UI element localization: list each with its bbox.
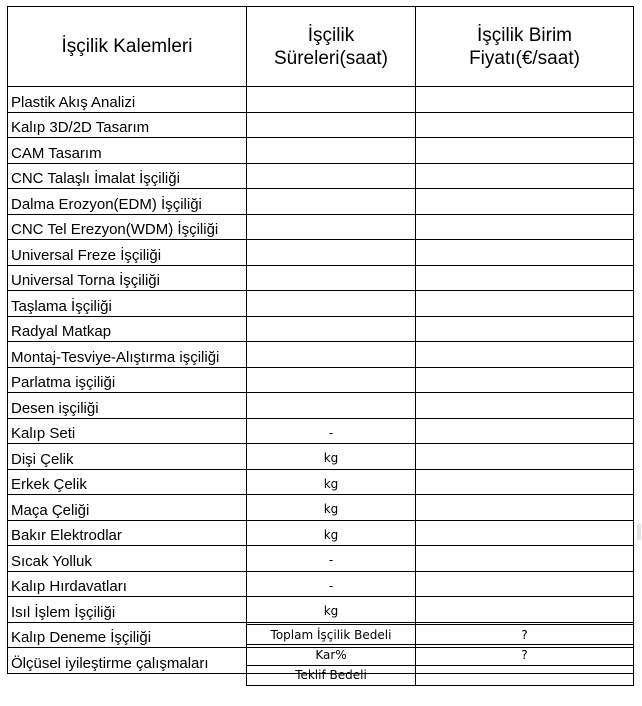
table-row <box>8 444 634 470</box>
table-row <box>8 138 634 164</box>
labor-duration-cell[interactable] <box>247 265 416 291</box>
labor-item-cell[interactable]: CNC Tel Erezyon(WDM) İşçiliği <box>8 214 247 240</box>
table-row <box>8 214 634 240</box>
unit-price-cell[interactable] <box>416 520 634 546</box>
unit-price-cell[interactable] <box>416 138 634 164</box>
labor-item-cell[interactable]: Plastik Akış Analizi <box>8 87 247 113</box>
scrollbar-fragment <box>637 524 641 540</box>
unit-price-cell[interactable] <box>416 214 634 240</box>
labor-item-cell[interactable]: Kalıp Deneme İşçiliği <box>8 622 247 648</box>
unit-price-cell[interactable] <box>416 316 634 342</box>
labor-duration-cell[interactable] <box>247 163 416 189</box>
labor-item-cell[interactable]: Taşlama İşçiliği <box>8 291 247 317</box>
table-row <box>8 189 634 215</box>
header-labor-duration <box>247 7 416 87</box>
table-row <box>8 393 634 419</box>
labor-item-cell[interactable]: Kalıp 3D/2D Tasarım <box>8 112 247 138</box>
labor-item-cell[interactable]: Parlatma işçiliği <box>8 367 247 393</box>
unit-price-cell[interactable] <box>416 112 634 138</box>
summary-label-cell: Toplam İşçilik Bedeli <box>247 625 416 645</box>
labor-duration-cell[interactable] <box>247 189 416 215</box>
table-row <box>8 469 634 495</box>
labor-duration-cell[interactable] <box>247 112 416 138</box>
table-row <box>8 163 634 189</box>
unit-price-cell[interactable] <box>416 189 634 215</box>
labor-duration-cell[interactable] <box>247 342 416 368</box>
header-unit-price-line1: İşçilik Birim <box>477 24 572 46</box>
unit-price-cell[interactable] <box>416 418 634 444</box>
summary-body <box>247 625 634 686</box>
summary-value-cell[interactable] <box>416 665 634 685</box>
labor-duration-cell[interactable] <box>247 240 416 266</box>
summary-value-cell[interactable]: ? <box>416 645 634 665</box>
labor-duration-cell[interactable] <box>247 87 416 113</box>
table-row <box>8 495 634 521</box>
unit-price-cell[interactable] <box>416 240 634 266</box>
unit-price-cell[interactable] <box>416 546 634 572</box>
table-row <box>8 546 634 572</box>
summary-label-cell: Kar% <box>247 645 416 665</box>
header-unit-price-line2: Fiyatı(€/saat) <box>469 47 580 69</box>
labor-item-cell[interactable]: Universal Freze İşçiliği <box>8 240 247 266</box>
header-row <box>8 7 634 87</box>
unit-price-cell[interactable] <box>416 597 634 623</box>
table-row <box>8 597 634 623</box>
unit-price-cell[interactable] <box>416 87 634 113</box>
labor-duration-cell[interactable]: - <box>247 571 416 597</box>
labor-duration-cell[interactable]: kg <box>247 597 416 623</box>
labor-duration-cell[interactable] <box>247 214 416 240</box>
table-row <box>8 571 634 597</box>
labor-item-cell[interactable]: Isıl İşlem İşçiliği <box>8 597 247 623</box>
labor-item-cell[interactable]: Universal Torna İşçiliği <box>8 265 247 291</box>
header-labor-duration-line1: İşçilik <box>307 24 355 46</box>
labor-duration-cell[interactable]: kg <box>247 520 416 546</box>
labor-item-cell[interactable]: Maça Çeliği <box>8 495 247 521</box>
labor-duration-cell[interactable] <box>247 316 416 342</box>
header-labor-duration-line2: Süreleri(saat) <box>273 47 389 69</box>
table-row <box>8 240 634 266</box>
labor-duration-cell[interactable]: kg <box>247 469 416 495</box>
labor-item-cell[interactable]: Dişi Çelik <box>8 444 247 470</box>
table-row <box>8 112 634 138</box>
table-row <box>8 367 634 393</box>
summary-table <box>246 624 634 686</box>
unit-price-cell[interactable] <box>416 444 634 470</box>
labor-item-cell[interactable]: Dalma Erozyon(EDM) İşçiliği <box>8 189 247 215</box>
table-row <box>8 87 634 113</box>
unit-price-cell[interactable] <box>416 342 634 368</box>
labor-duration-cell[interactable] <box>247 291 416 317</box>
labor-item-cell[interactable]: Montaj-Tesviye-Alıştırma işçiliği <box>8 342 247 368</box>
labor-items-body <box>8 87 634 674</box>
summary-row <box>247 665 634 685</box>
summary-row <box>247 625 634 645</box>
unit-price-cell[interactable] <box>416 291 634 317</box>
unit-price-cell[interactable] <box>416 469 634 495</box>
header-unit-price <box>416 7 634 87</box>
labor-duration-cell[interactable]: kg <box>247 444 416 470</box>
labor-item-cell[interactable]: Bakır Elektrodlar <box>8 520 247 546</box>
unit-price-cell[interactable] <box>416 265 634 291</box>
unit-price-cell[interactable] <box>416 393 634 419</box>
header-labor-items-line: İşçilik Kalemleri <box>61 36 193 57</box>
labor-duration-cell[interactable]: kg <box>247 495 416 521</box>
labor-item-cell[interactable]: Ölçüsel iyileştirme çalışmaları <box>8 648 247 674</box>
unit-price-cell[interactable] <box>416 163 634 189</box>
table-row <box>8 291 634 317</box>
table-row <box>8 342 634 368</box>
labor-item-cell[interactable]: CNC Talaşlı İmalat İşçiliği <box>8 163 247 189</box>
labor-duration-cell[interactable] <box>247 393 416 419</box>
unit-price-cell[interactable] <box>416 495 634 521</box>
labor-item-cell[interactable]: Sıcak Yolluk <box>8 546 247 572</box>
labor-cost-table <box>7 6 634 674</box>
labor-item-cell[interactable]: Desen işçiliği <box>8 393 247 419</box>
labor-item-cell[interactable]: Erkek Çelik <box>8 469 247 495</box>
labor-duration-cell[interactable] <box>247 367 416 393</box>
summary-row <box>247 645 634 665</box>
unit-price-cell[interactable] <box>416 571 634 597</box>
header-labor-items <box>8 7 247 87</box>
summary-value-cell[interactable]: ? <box>416 625 634 645</box>
summary-label-cell: Teklif Bedeli <box>247 665 416 685</box>
labor-duration-cell[interactable] <box>247 138 416 164</box>
labor-duration-cell[interactable]: - <box>247 546 416 572</box>
table-row <box>8 265 634 291</box>
labor-item-cell[interactable]: Kalıp Seti <box>8 418 247 444</box>
labor-item-cell[interactable]: Radyal Matkap <box>8 316 247 342</box>
table-row <box>8 418 634 444</box>
table-row <box>8 520 634 546</box>
labor-item-cell[interactable]: Kalıp Hırdavatları <box>8 571 247 597</box>
labor-duration-cell[interactable]: - <box>247 418 416 444</box>
labor-item-cell[interactable]: CAM Tasarım <box>8 138 247 164</box>
table-row <box>8 316 634 342</box>
unit-price-cell[interactable] <box>416 367 634 393</box>
